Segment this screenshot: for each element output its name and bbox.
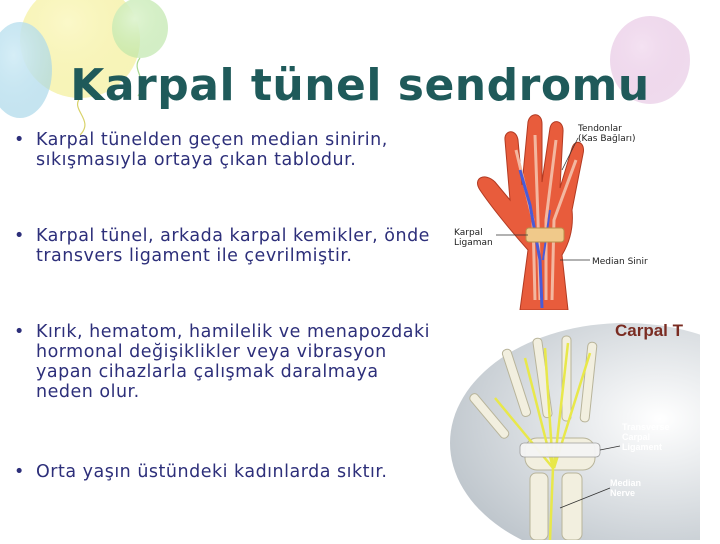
- figure2-title: Carpal T: [615, 321, 684, 340]
- label-carpal: Carpal: [622, 432, 651, 442]
- label-median-sinir: Median Sinir: [592, 257, 648, 267]
- bullet-text: Karpal tünelden geçen median sinirin, sıkışmasıyla ortaya çıkan tablodur.: [36, 130, 388, 170]
- bullet-text: Kırık, hematom, hamilelik ve menapozdaki hormonal değişiklikler veya vibrasyon yapan cihazlarla çalışmak daralmaya neden olur.: [36, 322, 430, 402]
- label-tendons-sub: (Kas Bağları): [578, 134, 636, 144]
- bullet-dot-icon: •: [14, 462, 25, 482]
- label-transverse: Transverse: [622, 422, 670, 432]
- slide-title: Karpal tünel sendromu: [70, 60, 650, 111]
- label-ligament: Ligament: [622, 442, 663, 452]
- bullet-dot-icon: •: [14, 130, 25, 150]
- hand-anatomy-illustration: [450, 110, 660, 310]
- label-median: Median: [610, 478, 642, 488]
- label-ligaman: Ligaman: [454, 238, 493, 248]
- label-tendons: Tendonlar: [578, 124, 622, 134]
- bullet-text: Karpal tünel, arkada karpal kemikler, önde transvers ligament ile çevrilmiştir.: [36, 226, 430, 266]
- balloon-green: [112, 0, 168, 58]
- bullet-text: Orta yaşın üstündeki kadınlarda sıktır.: [36, 462, 388, 482]
- label-karpal: Karpal: [454, 228, 483, 238]
- bullet-dot-icon: •: [14, 226, 25, 246]
- carpal-tunnel-skeleton-illustration: [450, 318, 700, 540]
- label-nerve: Nerve: [610, 488, 636, 498]
- bullet-dot-icon: •: [14, 322, 25, 342]
